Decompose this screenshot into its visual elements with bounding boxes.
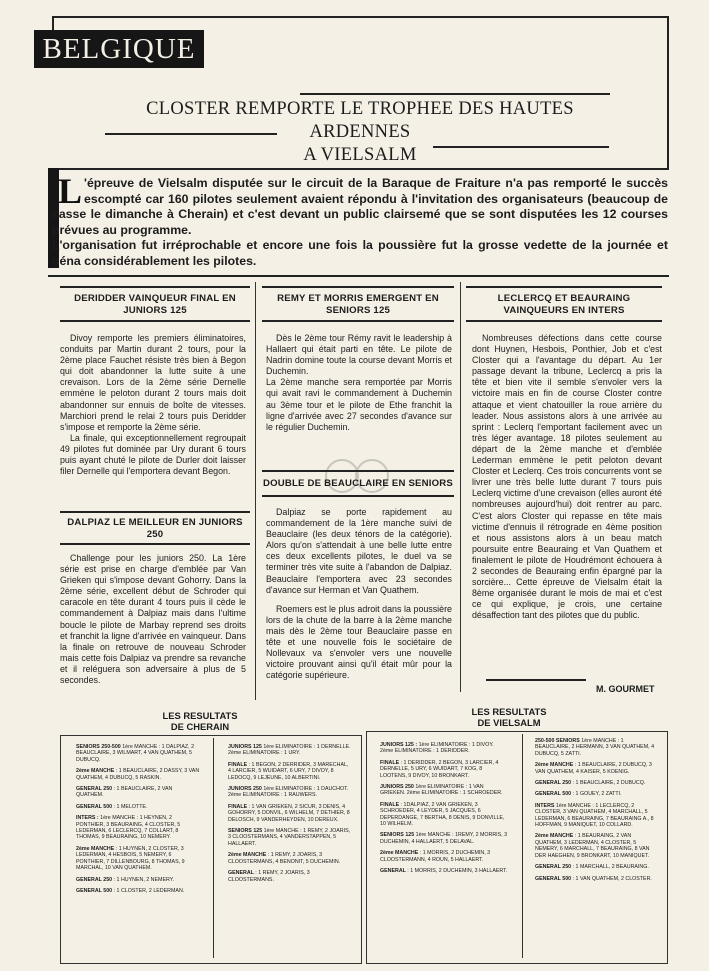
results-cherain-col2-entry-head: GENERAL (228, 870, 256, 877)
intro-rule-bottom (48, 275, 669, 277)
results-vielsalm-col4-entry (535, 738, 660, 757)
results-cherain-col2-entry-head: JUNIORS 250 (228, 786, 264, 793)
results-cherain-title-1: LES RESULTATS (162, 710, 238, 721)
results-vielsalm-col4-entry-lines: : 1 BEAUCLAIRE, 2 DUBUCQ. (572, 780, 646, 787)
results-cherain-col1 (76, 744, 200, 899)
results-vielsalm-col4 (535, 738, 660, 887)
remy-title: REMY ET MORRIS EMERGENT EN SENIORS 125 (277, 293, 439, 316)
watermark-stamp (322, 456, 392, 496)
results-vielsalm-title-1: LES RESULTATS (471, 706, 547, 717)
results-vielsalm-title (454, 706, 564, 728)
results-vielsalm-col4-entry-lines: : 1 BEAURAING, 2 VAN QUATHEM, 3 LEDERMAN, 4 CLOSTER, 5 NEMERY, 6 MARCHALL, 7 BEAURAING, 8 VAN DER HAEGHEN, 9 BRONKART, 10 MANIQUET. (535, 833, 650, 859)
results-cherain-col1-entry-lines: 1ère MANCHE : 1 DALPIAZ, 2 BEAUCLAIRE, 3 WILMART, 4 VAN QUATHEM, 5 DUBUCQ. (76, 744, 195, 763)
results-vielsalm-col4-entry-lines: : 1 BEAUCLAIRE, 2 DUBUCQ, 3 VAN QUATHEM, 4 KAISER, 5 KOENIG. (535, 762, 652, 775)
signature-rule (486, 679, 586, 681)
results-vielsalm-separator (522, 734, 523, 958)
results-cherain-col2-entry-head: FINALE (228, 803, 249, 810)
results-cherain-col2-entry-lines: : 1 VAN GRIEKEN, 2 SICUR, 3 DENIS, 4 GOHORRY, 5 DONVIL, 6 WILHELM, 7 DETHIER, 8 DELOSCH, 9 VANDERHEYDEN, 10 DEREUX. (228, 803, 350, 823)
results-vielsalm-col4-entry (535, 791, 660, 797)
deridder-para-2: La finale, qui exceptionnellement regroupait 49 pilotes fut dominée par Ury durant 6 tours puis ayant chuté le pilote de Durler doit laisser filer Dernelle qui l'emportera devant Begon. (60, 432, 246, 477)
intro-paragraph (52, 171, 668, 270)
headline-rule-top (300, 93, 610, 95)
results-vielsalm-col3-entry-lines: : 1DALPIAZ, 2 VAN GRIEKEN, 3 SCHROEDER, 4 LEYDER, 5 JACQUES, 6 DEPERDANGE, 7 BERTHA, 8 DENIS, 9 DONVILLE, 10 WILHELM. (380, 801, 505, 828)
results-cherain-col2-entry (228, 852, 352, 865)
results-vielsalm-col3-entry-head: FINALE (380, 759, 401, 766)
results-cherain-col1-entry-head: GENERAL 250 (76, 876, 114, 883)
results-cherain-col1-entry (76, 888, 200, 894)
double-rule-bottom (262, 495, 454, 497)
results-cherain-col2-entry-lines: 1ère ELIMINATOIRE : 1 DERNELLE. 2ème ELIMINATOIRE : 1 URY. (228, 744, 351, 757)
results-cherain-col1-entry (76, 804, 200, 810)
results-cherain-col1-entry-head: GENERAL 500 (76, 803, 114, 810)
headline-rule-left (105, 133, 277, 135)
deridder-para-1: Divoy remporte les premiers éliminatoires, conduits par Martin durant 2 tours, pour la 2ème place Fauchet résiste très bien à Begon qui doit abandonner la lutte suite à une crevaison. Lors de la 2ème série Dernelle emmène le peloton durant 2 tours mais doit abandonner sur ennuis de boîte de vitesses. Marchiori prend le relai 2 tours puis Deridder s'impose et remporte la 2ème série. (60, 333, 246, 432)
results-vielsalm-col4-entry-head: 250-500 SENIORS (535, 738, 582, 744)
results-vielsalm-col3-entry-head: 2ème MANCHE (380, 850, 420, 857)
results-cherain-col2-entry (228, 762, 352, 781)
headline-rule-right (433, 146, 609, 148)
double-para-1: Dalpiaz se porte rapidement au commandement de la 1ère manche suivi de Beauclaire (les deux ténors de la catégorie). Alors qu'on s'attendait à une belle lutte entre ces deux excellents pilotes, le duel va se terminer très vite suite à l'abandon de Dalpiaz. Beauclaire l'emportera avec 23 secondes d'avance sur Herman et Van Quathem. (266, 507, 452, 595)
leclercq-rule-top (466, 286, 662, 288)
intro-text: 'épreuve de Vielsalm disputée sur le circuit de la Baraque de Fraiture n'a pas remporté le succès escompté car 160 pilotes seulement avaient répondu à l'invitation des organisateurs (beaucoup de casse le dimanche à Cherain) et c'est devant un public clairsemé que se sont disputées les 12 courses prévues au programme. (52, 176, 668, 237)
results-vielsalm-col4-entry-head: 2ème MANCHE (535, 833, 575, 840)
results-vielsalm-col4-entry-head: GENERAL 250 (535, 780, 573, 787)
dalpiaz-para-1: Challenge pour les juniors 250. La 1ère série est prise en charge d'emblée par Van Grieken qui s'impose devant Gohorry. Dans la 2ème série, excellent début de Schroder qui caracole en tête durant 4 tours puis il cède le commandement à Dalpiaz mais dans l'ultime boucle le pilote de Marbay reprend ses droits et franchit la ligne d'arrivée en vainqueur. Dans la finale on retrouve de nouveau Schroder mais cette fois Dalpiaz va prendre sa revanche et il reléguera son adversaire à plus de 5 secondes. (60, 553, 246, 686)
results-vielsalm-col3-entry-head: FINALE (380, 801, 401, 808)
results-vielsalm-col3-entry-head: SENIORS 125 (380, 832, 416, 839)
headline-line1: CLOSTER REMPORTE LE TROPHEE DES HAUTES ARDENNES (146, 99, 574, 142)
results-vielsalm-col3-entry (380, 850, 508, 863)
page-frame-left (52, 16, 54, 30)
results-vielsalm-col4-entry (535, 876, 660, 882)
results-cherain-col2-entry (228, 786, 352, 799)
results-cherain-col2-entry-head: 2ème MANCHE (228, 852, 268, 859)
results-cherain-col1-entry-lines: : 1 BEAUCLAIRE, 2 DASSY, 3 VAN QUATHEM, 4 DUBUCQ, 5 RASKIN. (76, 768, 200, 781)
results-cherain-col2-entry-lines: : 1 REMY, 2 JOARIS, 3 CLOOSTERMANS, 4 BENONIT, 5 DUCHEMIN. (228, 852, 341, 865)
results-vielsalm-col3-entry-lines: 1ère MANCHE : 1REMY, 2 MORRIS, 3 DUCHEMIN, 4 HALLAERT, 5 DELAVAL. (380, 832, 508, 845)
dalpiaz-rule-bottom (60, 543, 250, 545)
double-para-2: Roemers est le plus adroit dans la poussière lors de la chute de la barre à la 2ème manche mais dès le 2ème tour Beauclaire passe en tête et une nouvelle fois le sociétaire de Nollevaux va s'envoler vers une nouvelle victoire prouvant ainsi qu'il était mûr pour la catégorie supérieure. (266, 603, 452, 681)
remy-body (266, 333, 452, 433)
results-vielsalm-col3 (380, 742, 508, 880)
results-cherain-col2-entry-lines: : 1 REMY, 2 JOARIS, 3 CLOOSTERMANS. (228, 870, 310, 883)
results-cherain-col1-entry (76, 768, 200, 781)
results-cherain-col1-entry-head: GENERAL 250 (76, 786, 114, 793)
results-vielsalm-col4-entry (535, 780, 660, 786)
headline-line2: A VIELSALM (303, 145, 417, 165)
results-vielsalm-col4-entry-head: INTERS (535, 802, 556, 809)
leclercq-title: LECLERCQ ET BEAURAING VAINQUEURS EN INTERS (497, 293, 631, 316)
results-vielsalm-col4-entry-lines: : 1 MARCHALL, 2 BEAURAING. (572, 864, 649, 871)
results-cherain-col1-entry-head: 2ème MANCHE (76, 845, 116, 852)
results-vielsalm-col4-entry (535, 803, 660, 829)
results-cherain-col2-entry (228, 744, 352, 757)
results-cherain-col1-entry-lines: : 1 HUYNEN, 2 CLOSTER, 3 LEDERMAN, 4 HESBOIS, 5 NEMERY, 6 PONTHIER, 7 DILLENBOURG, 8 THOMAS, 9 MARCHAL, 10 VAN QUATHEM. (76, 845, 185, 872)
remy-para-2: La 2ème manche sera remportée par Morris qui avait ravi le commandement à Duchemin au 3ème tour et le pilote de Ethe franchit la ligne d'arrivée avec 27 secondes d'avance sur le régulier Duchemin. (266, 377, 452, 432)
results-cherain-col1-entry-lines: 1ère MANCHE : 1 HEYNEN, 2 PONTHIER, 3 BEAURAING, 4 CLOSTER, 5 LEDERMAN, 6 LECLERCQ, 7 COLLART, 8 THOMAS, 9 BEAURAING, 10 NEMERY. (76, 815, 181, 841)
results-vielsalm-col3-entry-lines: 1ère ELIMINATOIRE : 1 VAN GRIEKEN. 2ème ELIMINATOIRE : 1 SCHROEDER. (380, 784, 503, 797)
double-body (266, 507, 452, 681)
results-vielsalm-col4-entry (535, 864, 660, 870)
results-cherain-col2-entry (228, 870, 352, 883)
leclercq-body (472, 333, 662, 621)
results-cherain-col1-entry-head: 2ème MANCHE (76, 768, 116, 775)
page-frame-top (52, 16, 669, 18)
results-cherain-col1-entry (76, 815, 200, 841)
results-cherain-col1-entry-lines: : 1 HUYNEN, 2 NEMERY. (113, 876, 175, 883)
results-vielsalm-col4-entry-head: 2ème MANCHE (535, 762, 575, 769)
results-cherain-col1-entry (76, 877, 200, 883)
results-vielsalm-col3-entry-lines: : 1 MORRIS, 2 DUCHEMIN, 3 HALLAERT. (407, 868, 508, 875)
results-cherain-col2-entry-lines: : 1 BEGON, 2 DERRIDER, 3 MARECHAL, 4 LARCIER, 5 WUIDART, 6 URY, 7 DIVOY, 8 LEDOCQ, 9 LEJEUNE, 10 ALBERTINI. (228, 761, 349, 781)
page-frame-right (667, 16, 669, 168)
remy-para-1: Dès le 2ème tour Rémy ravit le leadership à Hallaert qui était parti en tête. Le pilote de Nadrin domine toute la course devant Morris et Duchemin. (266, 333, 452, 377)
results-cherain-col2-entry-lines: 1ère ELIMINATOIRE : 1 DAUCHOT. 2ème ELIMINATOIRE : 1 RAUWERS. (228, 786, 349, 799)
double-title: DOUBLE DE BEAUCLAIRE EN SENIORS (262, 478, 454, 489)
deridder-rule-top (60, 286, 250, 288)
results-cherain-title (150, 710, 250, 732)
results-cherain-col1-entry-lines: : 1 CLOSTER, 2 LEDERMAN. (113, 887, 185, 894)
results-vielsalm-col3-entry-lines: : 1 MORRIS, 2 DUCHEMIN, 3 CLOOSTERMANN, 4 ROUN, 5 HALLAERT. (380, 850, 491, 863)
results-cherain-title-2: DE CHERAIN (170, 721, 230, 732)
results-vielsalm-col3-entry (380, 868, 508, 874)
intro-dropcap: L (58, 171, 83, 211)
results-vielsalm-title-2: DE VIELSALM (477, 717, 541, 728)
results-cherain-col2-entry-head: FINALE (228, 761, 249, 768)
results-cherain-col1-entry (76, 744, 200, 763)
dalpiaz-body (60, 553, 246, 686)
results-vielsalm-col3-entry (380, 784, 508, 797)
double-rule-top (262, 470, 454, 472)
results-vielsalm-col3-entry-lines: 1ère ELIMINATOIRE : 1 DIVOY. 2ème ELIMINATOIRE : 1 DERIDDER. (380, 742, 494, 755)
dalpiaz-rule-top (60, 511, 250, 513)
results-vielsalm-col3-entry-head: GENERAL (380, 868, 408, 875)
results-vielsalm-col4-entry-head: GENERAL 500 (535, 791, 573, 798)
results-vielsalm-col3-entry-head: JUNIORS 125 : (380, 742, 419, 748)
results-vielsalm-col4-entry-head: GENERAL 250 (535, 864, 573, 871)
column-separator-1 (255, 282, 256, 700)
results-cherain-col1-entry (76, 786, 200, 799)
dalpiaz-title: DALPIAZ LE MEILLEUR EN JUNIORS 250 (67, 517, 243, 540)
results-vielsalm-col4-entry-lines: 1ère MANCHE : 1 LECLERCQ, 2 CLOSTER, 3 VAN QUATHEM, 4 MARCHALL, 5 LEDERMAN, 6 BEAURAING, 7 BEAURAING A., 8 HOFFMAN, 9 MANIQUET, 10 COLLARD. (535, 802, 654, 829)
leclercq-rule-bottom (466, 320, 662, 322)
intro-rule-top (48, 168, 669, 170)
results-cherain-separator (213, 738, 214, 958)
results-cherain-col1-entry-head: SENIORS 250-500 (76, 744, 123, 750)
results-cherain-col1-entry (76, 846, 200, 872)
results-cherain-col2 (228, 744, 352, 888)
results-vielsalm-col3-entry (380, 832, 508, 845)
signature: M. GOURMET (596, 684, 655, 694)
section-label: BELGIQUE (34, 30, 204, 68)
results-vielsalm-col3-entry (380, 760, 508, 779)
results-vielsalm-col4-entry (535, 833, 660, 859)
intro-text-2: L'organisation fut irréprochable et encore une fois la poussière fut la grosse vedette de la journée et géna considérablement les pilotes. (52, 238, 668, 268)
results-vielsalm-col3-entry (380, 802, 508, 828)
remy-rule-bottom (262, 320, 454, 322)
results-vielsalm-col4-entry-lines: : 1 GOUEY, 2 ZATTI. (572, 791, 622, 798)
results-cherain-col2-entry-lines: 1ère MANCHE : 1 REMY, 2 JOARIS, 3 CLOOSTERMANS, 4 VANDERSTAPPEN, 5 HALLAERT. (228, 828, 351, 847)
results-vielsalm-col4-entry (535, 762, 660, 775)
leclercq-para-1: Nombreuses défections dans cette course dont Huynen, Hesbois, Ponthier, Job et c'est Closter qui a l'avantage du départ. Au 1er passage devant la tribune, Leclercq a pris la tête et bien vite il semble s'envoler vers la victoire mais en fin de course Closter contre attaque et vient chatouiller la roue arrière du leader. Nous assistons alors à une arrivée au sprint : Leclerq l'emportant facilement avec un très léger avantage. 18 pilotes seulement au départ de la 2ème manche et d'emblée Lederman emmène le petit peloton devant Closter et Leclerq. Ces trois concurrents vont se livrer une très belle lutte durant 7 tours puis Leclerq victime d'une crevaison (elles auront été nombreuses aujourd'hui) doit rentrer au parc. C'est alors Closter qui repasse en tête mais victime d'ennuis il rétrograde en 4ème position et nous assistons alors à un beau match poursuite entre Beauraing et Van Quathem et finalement le pilote de Houdrémont échouera à 2 secondes de Beauraing enfin épargné par la sorcière... Cette épreuve de Vielsalm était la 8ème organisée durant le mois de mai et c'est ce qui explique, je crois, une certaine désaffection tant des pilotes que du public. (472, 333, 662, 621)
results-cherain-col1-entry-lines: : 1 MELOTTE. (113, 803, 148, 810)
results-vielsalm-col3-entry (380, 742, 508, 755)
column-separator-2 (460, 282, 461, 692)
deridder-body (60, 333, 246, 477)
results-vielsalm-col3-entry-lines: : 1 DERIDDER, 2 BEGON, 3 LARCIER, 4 DERNELLE, 5 URY, 6 WUIDART, 7 KOG, 8 LOOTENS, 9 DIVOY, 10 BRONKART. (380, 759, 499, 779)
results-cherain-col2-entry-head: SENIORS 125 (228, 828, 264, 835)
results-cherain-col2-entry (228, 828, 352, 847)
results-cherain-col1-entry-head: INTERS : (76, 815, 101, 822)
results-cherain-col2-entry-head: JUNIORS 125 (228, 744, 264, 750)
results-vielsalm-col4-entry-lines: : 1 VAN QUATHEM, 2 CLOSTER. (572, 875, 652, 882)
results-cherain-col1-entry-head: GENERAL 500 (76, 887, 114, 894)
results-vielsalm-col3-entry-head: JUNIORS 250 (380, 784, 416, 791)
results-cherain-col1-entry-lines: : 1 BEAUCLAIRE, 2 VAN QUATHEM. (76, 786, 173, 799)
deridder-title: DERIDDER VAINQUEUR FINAL EN JUNIORS 125 (74, 293, 236, 316)
deridder-rule-bottom (60, 320, 250, 322)
results-vielsalm-col4-entry-lines: 1ère MANCHE : 1 BEAUCLAIRE, 2 HERMANN, 3 VAN QUATHEM, 4 DUBUCQ, 5 ZATTI. (535, 738, 655, 757)
remy-rule-top (262, 286, 454, 288)
results-vielsalm-col4-entry-head: GENERAL 500 (535, 875, 573, 882)
results-cherain-col2-entry (228, 804, 352, 823)
